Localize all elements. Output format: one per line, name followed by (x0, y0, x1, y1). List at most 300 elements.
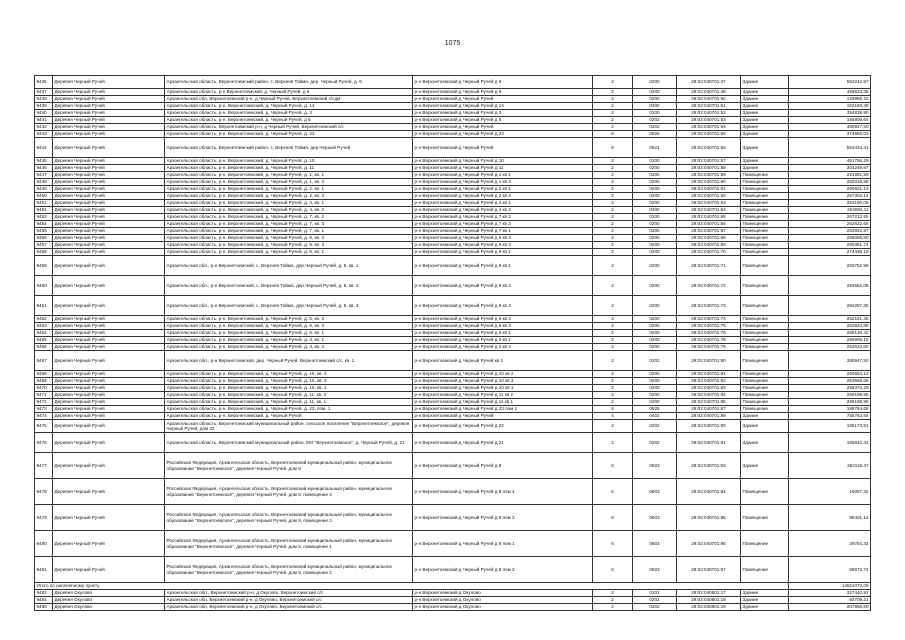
cadastral-number-cell: 29:02:040701:82 (677, 378, 741, 385)
short-address-cell: р-н Верхнетоемский д Черный Ручей д 6 кв 1 (413, 330, 593, 337)
row-number: 9475 (35, 420, 53, 433)
table-row (35, 76, 871, 89)
row-number: 9457 (35, 242, 53, 249)
subgroup-code-cell: 0200 (633, 200, 677, 207)
subgroup-code-cell: 0200 (633, 235, 677, 242)
short-address-cell: р-н Верхнетоемский д Черный Ручей д 11 (413, 165, 593, 172)
row-number: 9447 (35, 172, 53, 179)
cadastral-number-cell: 29:02:040701:88 (677, 413, 741, 420)
subgroup-code-cell: 0200 (633, 221, 677, 228)
table-row (35, 406, 871, 413)
cadastral-number-cell: 29:02:040701:87 (677, 406, 741, 413)
address-cell: Российская Федерация, Архангельская область, Верхнетоемский муниципальный район, муниципальное образование "Верхнетоемское", деревня Черный Ручей, дом 8, помещение 4 (165, 479, 413, 505)
object-type-cell: Помещение (741, 276, 789, 296)
locality-cell: Деревня Черный Ручей (53, 103, 165, 110)
short-address-cell: р-н Верхнетоемский д Черный Ручей д 3 кв 1 (413, 337, 593, 344)
cadastral-number-cell: 29:02:040701:91 (677, 433, 741, 453)
group-code-cell: 2 (593, 117, 633, 124)
address-cell: Архангельская область, р-н. Верхнетоемский, д. Черный Ручей, д. 4, кв. 2 (165, 207, 413, 214)
table-row (35, 597, 871, 604)
cadastral-number-cell: 29:02:040701:84 (677, 392, 741, 399)
locality-cell: Деревня Черный Ручей (53, 296, 165, 316)
short-address-cell: р-н Верхнетоемский д Черный Ручей д 9 кв 3 (413, 242, 593, 249)
table-row (35, 242, 871, 249)
row-number: 9439 (35, 103, 53, 110)
object-type-cell: Здание (741, 158, 789, 165)
subgroup-code-cell: 0202 (633, 351, 677, 371)
object-type-cell: Помещение (741, 351, 789, 371)
address-cell: Архангельская обл, Верхнетоемский р-н, д Черный Ручей, Верхнетоемский с/сдм (165, 96, 413, 103)
table-row (35, 96, 871, 103)
subgroup-code-cell: 0200 (633, 76, 677, 89)
cadastral-value-cell: 29754,33 (789, 531, 871, 557)
object-type-cell: Здание (741, 96, 789, 103)
object-type-cell: Здание (741, 76, 789, 89)
cadastral-value-cell: 294287,35 (789, 296, 871, 316)
short-address-cell: р-н Верхнетоемский д Черный Ручей д 8 пом 2 (413, 557, 593, 583)
row-number: 9442 (35, 124, 53, 131)
object-type-cell: Здание (741, 131, 789, 138)
address-cell: Архангельская область, р-н. Верхнетоемский, д. Черный Ручей, д. 10 (165, 158, 413, 165)
subgroup-code-cell: 0200 (633, 96, 677, 103)
cadastral-value-cell: 380947,50 (789, 351, 871, 371)
row-number: 9450 (35, 193, 53, 200)
address-cell: Архангельская область, р-н. Верхнетоемский, д. Черный Ручей, д. 11, кв. 1 (165, 399, 413, 406)
subgroup-code-cell: 0200 (633, 296, 677, 316)
table-row (35, 590, 871, 597)
table-row (35, 103, 871, 110)
row-number: 9452 (35, 207, 53, 214)
table-row (35, 249, 871, 256)
locality-cell: Деревня Окулово (53, 590, 165, 597)
cadastral-number-cell: 29:02:040701:52 (677, 110, 741, 117)
locality-cell: Деревня Черный Ручей (53, 165, 165, 172)
object-type-cell: Помещение (741, 228, 789, 235)
table-row (35, 505, 871, 531)
short-address-cell: р-н Верхнетоемский д Черный Ручей (413, 96, 593, 103)
table-row (35, 124, 871, 131)
address-cell: Архангельская область, р-н. Верхнетоемский, д. Черный Ручей, д. 11 (165, 165, 413, 172)
group-code-cell: 2 (593, 207, 633, 214)
subgroup-code-cell: 0200 (633, 344, 677, 351)
table-row (35, 207, 871, 214)
table-row (35, 117, 871, 124)
locality-cell: Деревня Черный Ручей (53, 96, 165, 103)
locality-cell: Деревня Черный Ручей (53, 256, 165, 276)
cadastral-value-cell: 380947,50 (789, 124, 871, 131)
group-code-cell: 2 (593, 165, 633, 172)
group-code-cell: 2 (593, 296, 633, 316)
cadastral-value-cell: 59672,73 (789, 557, 871, 583)
cadastral-number-cell: 29:02:040701:78 (677, 337, 741, 344)
address-cell: Архангельская область, р-н. Верхнетоемский, д. Черный Ручей, д. 6, кв. 1 (165, 330, 413, 337)
cadastral-number-cell: 29:02:040701:96 (677, 531, 741, 557)
short-address-cell: р-н Верхнетоемский д Черный Ручей д 8 кв 2 (413, 276, 593, 296)
object-type-cell: Помещение (741, 221, 789, 228)
cadastral-value-cell: 280351,74 (789, 242, 871, 249)
cadastral-value-cell: 552434,41 (789, 138, 871, 158)
cadastral-value-cell: 755763,84 (789, 413, 871, 420)
cadastral-value-cell: 254084,11 (789, 207, 871, 214)
short-address-cell: р-н Верхнетоемский д Черный Ручей д 10 кв 1 (413, 385, 593, 392)
short-address-cell: р-н Верхнетоемский д Черный Ручей д 14 (413, 103, 593, 110)
row-number: 9484 (35, 597, 53, 604)
table-row (35, 158, 871, 165)
table-row (35, 172, 871, 179)
row-number: 9477 (35, 453, 53, 479)
table-row (35, 351, 871, 371)
cadastral-number-cell: 29:02:040801:17 (677, 590, 741, 597)
row-number: 9474 (35, 413, 53, 420)
group-code-cell: 2 (593, 186, 633, 193)
table-row (35, 557, 871, 583)
address-cell: Архангельская обл., р-н Верхнетоемский, с. Верхняя Тойма, дер.Черный Ручей, д. 8, кв. 3 (165, 296, 413, 316)
short-address-cell: р-н Верхнетоемский д Черный Ручей д 3 (413, 110, 593, 117)
group-code-cell: 2 (593, 96, 633, 103)
cadastral-value-cell: 188784,68 (789, 406, 871, 413)
group-code-cell: 8 (593, 131, 633, 138)
group-code-cell: 2 (593, 124, 633, 131)
table-row (35, 399, 871, 406)
short-address-cell: р-н Верхнетоемский д Черный Ручей д 6 кв 3 (413, 323, 593, 330)
locality-cell: Деревня Черный Ручей (53, 124, 165, 131)
cadastral-number-cell: 29:02:040701:58 (677, 165, 741, 172)
cadastral-value-cell: 260752,98 (789, 256, 871, 276)
table-row (35, 165, 871, 172)
group-code-cell: 2 (593, 371, 633, 378)
total-row (35, 583, 871, 590)
address-cell: Архангельская область, Верхнетоемский район, с. Верхняя Тойма, дер. Черный Ручей, д. 6 (165, 76, 413, 89)
subgroup-code-cell: 0200 (633, 371, 677, 378)
address-cell: Российская Федерация, Архангельская область, Верхнетоемский муниципальный район, муниципальное образование "Верхнетоемское", деревня Черный Ручей, дом 8, помещение 1 (165, 531, 413, 557)
cadastral-value-cell: 152183,48 (789, 103, 871, 110)
cadastral-value-cell: 262622,65 (789, 221, 871, 228)
cadastral-value-cell: 451756,25 (789, 158, 871, 165)
locality-cell: Деревня Черный Ручей (53, 420, 165, 433)
locality-cell: Деревня Черный Ручей (53, 131, 165, 138)
cadastral-number-cell: 29:02:040701:64 (677, 207, 741, 214)
address-cell: Архангельская обл, Верхнетоемский р-н, д Окулово, Верхнетоемский с/с (165, 597, 413, 604)
address-cell: Архангельская обл, Верхнетоемский р-н, д Окулово, Верхнетоемский с/с (165, 604, 413, 611)
table-row (35, 131, 871, 138)
cadastral-number-cell: 29:02:040701:66 (677, 221, 741, 228)
row-number: 9469 (35, 378, 53, 385)
cadastral-number-cell: 29:02:040701:59 (677, 172, 741, 179)
short-address-cell: р-н Верхнетоемский д Черный Ручей д 4 кв 1 (413, 200, 593, 207)
address-cell: Архангельская область, Верхнетоемский район, с. Верхняя Тойма, дер.Черный Ручей (165, 138, 413, 158)
cadastral-value-cell: 165642,41 (789, 433, 871, 453)
cadastral-value-cell: 207856,60 (789, 604, 871, 611)
group-code-cell: 2 (593, 200, 633, 207)
table-row (35, 179, 871, 186)
subgroup-code-cell: 0402 (633, 413, 677, 420)
cadastral-number-cell: 29:02:040701:73 (677, 296, 741, 316)
locality-cell: Деревня Черный Ручей (53, 89, 165, 96)
address-cell: Российская Федерация, Архангельская область, Верхнетоемский муниципальный район, муниципальное образование "Верхнетоемское", деревня Черный Ручей, дом 8, помещение 2 (165, 557, 413, 583)
object-type-cell: Здание (741, 604, 789, 611)
short-address-cell: р-н Верхнетоемский д Черный Ручей д 7 кв 1 (413, 228, 593, 235)
address-cell: Архангельская область, р-н. Верхнетоемский, д. Черный Ручей (165, 413, 413, 420)
table-row (35, 413, 871, 420)
cadastral-number-cell: 29:02:040701:65 (677, 214, 741, 221)
object-type-cell: Помещение (741, 344, 789, 351)
cadastral-value-cell: 82709,21 (789, 597, 871, 604)
short-address-cell: р-н Верхнетоемский д Черный Ручей д 9 кв 1 (413, 249, 593, 256)
address-cell: Архангельская область, р-н. Верхнетоемский, д. Черный Ручей, д. 3 (165, 110, 413, 117)
subgroup-code-cell: 0603 (633, 505, 677, 531)
group-code-cell: 6 (593, 479, 633, 505)
group-code-cell: 2 (593, 337, 633, 344)
cadastral-number-cell: 29:02:040701:48 (677, 89, 741, 96)
subgroup-code-cell: 0603 (633, 479, 677, 505)
subgroup-code-cell: 0200 (633, 207, 677, 214)
table-row (35, 235, 871, 242)
group-code-cell: 2 (593, 256, 633, 276)
object-type-cell: Здание (741, 138, 789, 158)
address-cell: Архангельская область, р-н. Верхнетоемский, д. Черный Ручей, д. 9, кв. 2 (165, 235, 413, 242)
object-type-cell: Здание (741, 413, 789, 420)
address-cell: Архангельская область, р-н. Верхнетоемский, д. Черный Ручей, д. 10, кв. 2 (165, 371, 413, 378)
cadastral-value-cell: 165806,64 (789, 117, 871, 124)
cadastral-value-cell: 259198,95 (789, 399, 871, 406)
subgroup-code-cell: 0200 (633, 89, 677, 96)
group-code-cell: 2 (593, 385, 633, 392)
subgroup-code-cell: 0202 (633, 604, 677, 611)
row-number: 9470 (35, 385, 53, 392)
group-code-cell: 8 (593, 406, 633, 413)
cadastral-value-cell: 257302,14 (789, 193, 871, 200)
object-type-cell: Помещение (741, 479, 789, 505)
locality-cell: Деревня Черный Ручей (53, 351, 165, 371)
locality-cell: Деревня Черный Ручей (53, 179, 165, 186)
table-row (35, 453, 871, 479)
object-type-cell: Помещение (741, 186, 789, 193)
locality-cell: Деревня Черный Ручей (53, 399, 165, 406)
subgroup-code-cell: 0202 (633, 124, 677, 131)
object-type-cell: Помещение (741, 235, 789, 242)
table-row (35, 110, 871, 117)
group-code-cell: 2 (593, 316, 633, 323)
object-type-cell: Здание (741, 597, 789, 604)
subgroup-code-cell: 0825 (633, 131, 677, 138)
row-number: 9463 (35, 323, 53, 330)
cadastral-value-cell: 253622,60 (789, 344, 871, 351)
total-value: 14811073,06 (789, 583, 871, 590)
subgroup-code-cell: 0200 (633, 330, 677, 337)
group-code-cell: 2 (593, 172, 633, 179)
group-code-cell: 6 (593, 453, 633, 479)
cadastral-number-cell: 29:02:040701:79 (677, 344, 741, 351)
object-type-cell: Здание (741, 433, 789, 453)
cadastral-number-cell: 29:02:040701:71 (677, 256, 741, 276)
subgroup-code-cell: 0200 (633, 242, 677, 249)
table-row (35, 214, 871, 221)
short-address-cell: р-н Верхнетоемский д Черный Ручей д 9 кв 2 (413, 235, 593, 242)
cadastral-number-cell: 29:02:040701:47 (677, 76, 741, 89)
group-code-cell: 2 (593, 221, 633, 228)
cadastral-number-cell: 29:02:040701:51 (677, 103, 741, 110)
address-cell: Архангельская область, р-н. Верхнетоемский, д. Черный Ручей, д. 2, кв. 2 (165, 193, 413, 200)
locality-cell: Деревня Черный Ручей (53, 433, 165, 453)
locality-cell: Деревня Черный Ручей (53, 158, 165, 165)
row-number: 9476 (35, 433, 53, 453)
cadastral-value-cell: 262118,47 (789, 453, 871, 479)
address-cell: Архангельская область, р-н. Верхнетоемский, д. Черный Ручей, д. 3, кв. 1 (165, 337, 413, 344)
group-code-cell: 2 (593, 89, 633, 96)
group-code-cell: 2 (593, 323, 633, 330)
subgroup-code-cell: 0200 (633, 276, 677, 296)
row-number: 9449 (35, 186, 53, 193)
short-address-cell: р-н Верхнетоемский д Черный Ручей д 23 (413, 131, 593, 138)
cadastral-table (34, 75, 871, 611)
row-number: 9455 (35, 228, 53, 235)
table-row (35, 138, 871, 158)
table-row (35, 276, 871, 296)
cadastral-number-cell: 29:02:040701:53 (677, 117, 741, 124)
subgroup-code-cell: 0825 (633, 406, 677, 413)
locality-cell: Деревня Черный Ручей (53, 214, 165, 221)
locality-cell: Деревня Черный Ручей (53, 242, 165, 249)
short-address-cell: р-н Верхнетоемский д Черный Ручей д 23 пом 1 (413, 406, 593, 413)
row-number: 9460 (35, 276, 53, 296)
object-type-cell: Помещение (741, 371, 789, 378)
locality-cell: Деревня Черный Ручей (53, 221, 165, 228)
table-row (35, 604, 871, 611)
locality-cell: Деревня Черный Ручей (53, 207, 165, 214)
row-number: 9461 (35, 296, 53, 316)
row-number: 9456 (35, 235, 53, 242)
object-type-cell: Помещение (741, 207, 789, 214)
locality-cell: Деревня Черный Ручей (53, 76, 165, 89)
object-type-cell: Помещение (741, 200, 789, 207)
subgroup-code-cell: 0200 (633, 186, 677, 193)
cadastral-value-cell: 286065,60 (789, 235, 871, 242)
locality-cell: Деревня Черный Ручей (53, 228, 165, 235)
cadastral-number-cell: 29:02:040701:97 (677, 557, 741, 583)
cadastral-number-cell: 29:02:040701:74 (677, 316, 741, 323)
group-code-cell: 2 (593, 242, 633, 249)
short-address-cell: р-н Верхнетоемский д Черный Ручей д 6 (413, 89, 593, 96)
cadastral-number-cell: 29:02:040701:80 (677, 351, 741, 371)
object-type-cell: Помещение (741, 256, 789, 276)
table-row (35, 296, 871, 316)
object-type-cell: Помещение (741, 337, 789, 344)
cadastral-number-cell: 29:02:040701:81 (677, 371, 741, 378)
subgroup-code-cell: 0202 (633, 590, 677, 597)
object-type-cell: Помещение (741, 531, 789, 557)
locality-cell: Деревня Черный Ручей (53, 385, 165, 392)
row-number: 9443 (35, 131, 53, 138)
locality-cell: Деревня Черный Ручей (53, 200, 165, 207)
address-cell: Архангельская обл., р-н Верхнетоемский, с. Верхняя Тойма, дер.Черный Ручей, д. 8, кв. 1 (165, 256, 413, 276)
object-type-cell: Помещение (741, 385, 789, 392)
cadastral-value-cell: 554242,97 (789, 76, 871, 89)
row-number: 9479 (35, 505, 53, 531)
address-cell: Архангельская область, р-н. Верхнетоемский, д. Черный Ручей, д. 23, пом. 1 (165, 406, 413, 413)
subgroup-code-cell: 0200 (633, 193, 677, 200)
locality-cell: Деревня Черный Ручей (53, 406, 165, 413)
group-code-cell: 6 (593, 505, 633, 531)
subgroup-code-cell: 0202 (633, 597, 677, 604)
object-type-cell: Здание (741, 165, 789, 172)
table-row (35, 221, 871, 228)
group-code-cell: 2 (593, 604, 633, 611)
object-type-cell: Здание (741, 124, 789, 131)
locality-cell: Деревня Черный Ручей (53, 392, 165, 399)
cadastral-value-cell: 259198,95 (789, 392, 871, 399)
object-type-cell: Здание (741, 103, 789, 110)
cadastral-value-cell: 283562,08 (789, 276, 871, 296)
group-code-cell: 2 (593, 433, 633, 453)
object-type-cell: Здание (741, 590, 789, 597)
short-address-cell: р-н Верхнетоемский д Черный Ручей д 8 (413, 453, 593, 479)
subgroup-code-cell: 0200 (633, 399, 677, 406)
locality-cell: Деревня Окулово (53, 597, 165, 604)
row-number: 9448 (35, 179, 53, 186)
address-cell: Архангельская область, р-н. Верхнетоемский, д. Черный Ручей, д. 11, кв. 2 (165, 392, 413, 399)
locality-cell: Деревня Черный Ручей (53, 316, 165, 323)
row-number: 9483 (35, 590, 53, 597)
object-type-cell: Помещение (741, 172, 789, 179)
subgroup-code-cell: 0603 (633, 531, 677, 557)
short-address-cell: р-н Верхнетоемский д Черный Ручей (413, 138, 593, 158)
group-code-cell: 2 (593, 420, 633, 433)
table-row (35, 344, 871, 351)
cadastral-value-cell: 253568,68 (789, 378, 871, 385)
row-number: 9462 (35, 316, 53, 323)
locality-cell: Деревня Черный Ручей (53, 453, 165, 479)
cadastral-value-cell: 354838,90 (789, 110, 871, 117)
object-type-cell: Помещение (741, 242, 789, 249)
object-type-cell: Помещение (741, 330, 789, 337)
cadastral-value-cell: 125858,22 (789, 96, 871, 103)
table-row (35, 385, 871, 392)
subgroup-code-cell: 0202 (633, 420, 677, 433)
subgroup-code-cell: 0200 (633, 337, 677, 344)
short-address-cell: р-н Верхнетоемский д Черный Ручей д 2 кв 2 (413, 193, 593, 200)
short-address-cell: р-н Верхнетоемский д Черный Ручей д 3 кв 2 (413, 344, 593, 351)
group-code-cell: 2 (593, 110, 633, 117)
address-cell: Российская Федерация, Архангельская область, Верхнетоемский муниципальный район, муниципальное образование "Верхнетоемское", деревня Черный Ручей, дом 8, помещение 3 (165, 505, 413, 531)
row-number: 9478 (35, 479, 53, 505)
row-number: 9468 (35, 371, 53, 378)
row-number: 9481 (35, 557, 53, 583)
object-type-cell: Помещение (741, 316, 789, 323)
object-type-cell: Помещение (741, 505, 789, 531)
object-type-cell: Здание (741, 89, 789, 96)
short-address-cell: р-н Верхнетоемский д Черный Ручей д 10 (413, 158, 593, 165)
short-address-cell: р-н Верхнетоемский д Черный Ручей д 1 кв 2 (413, 179, 593, 186)
cadastral-value-cell: 260663,13 (789, 371, 871, 378)
locality-cell: Деревня Черный Ручей (53, 330, 165, 337)
locality-cell: Деревня Черный Ручей (53, 249, 165, 256)
object-type-cell: Помещение (741, 249, 789, 256)
group-code-cell: 2 (593, 597, 633, 604)
locality-cell: Деревня Черный Ручей (53, 138, 165, 158)
short-address-cell: р-н Верхнетоемский д Черный Ручей д 8 кв 1 (413, 256, 593, 276)
group-code-cell: 2 (593, 235, 633, 242)
address-cell: Архангельская область, р-н Верхнетоемский, д. Черный Ручей, д 6 (165, 89, 413, 96)
address-cell: Архангельская область, р-н. Верхнетоемский, д. Черный Ручей, д. 1, кв. 2 (165, 179, 413, 186)
group-code-cell: 2 (593, 344, 633, 351)
short-address-cell: р-н Верхнетоемский д Черный Ручей д 11 кв 1 (413, 399, 593, 406)
cadastral-value-cell: 258130,42 (789, 330, 871, 337)
cadastral-number-cell: 29:02:040701:67 (677, 228, 741, 235)
short-address-cell: р-н Верхнетоемский д Черный Ручей д 8 пом 3 (413, 505, 593, 531)
table-row (35, 433, 871, 453)
address-cell: Архангельская область, Верхнетоемский р-н, д Черный Ручей, Верхнетоемский с/с (165, 124, 413, 131)
locality-cell: Деревня Черный Ручей (53, 378, 165, 385)
